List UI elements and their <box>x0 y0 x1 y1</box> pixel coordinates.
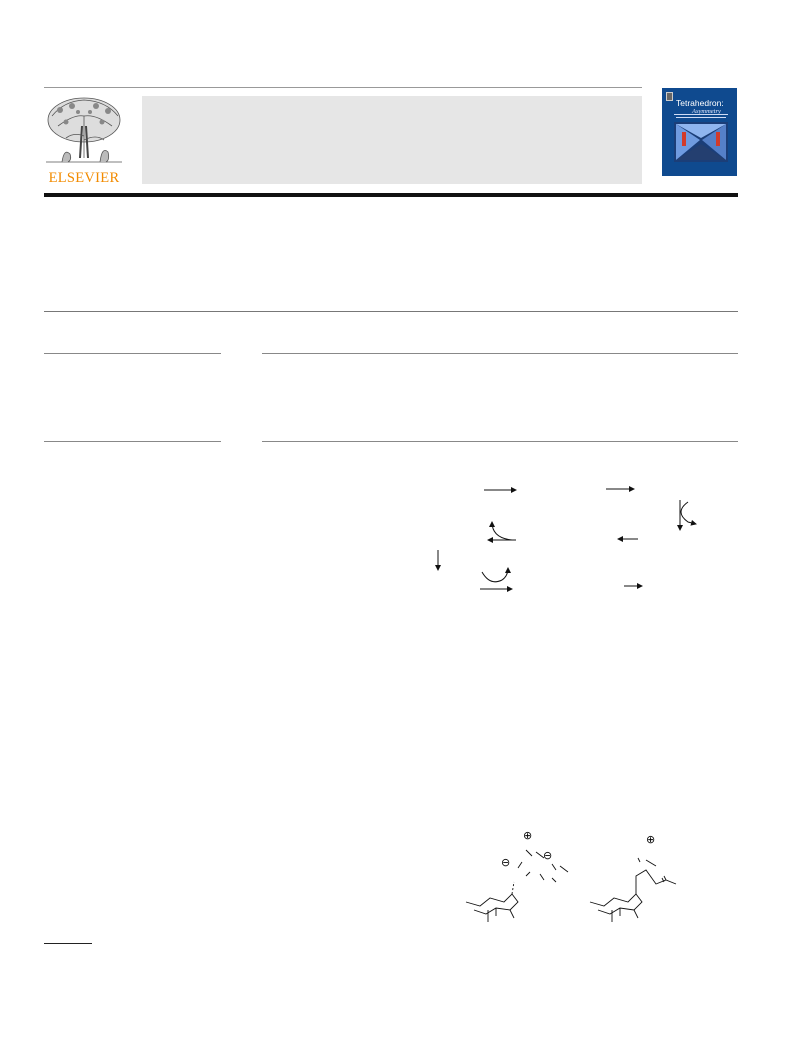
journal-banner <box>142 96 642 184</box>
abstract-top-rule <box>262 353 738 354</box>
elsevier-tree-icon <box>44 96 124 168</box>
publisher-logo <box>44 96 124 186</box>
cover-journal-title: Tetrahedron: <box>676 98 724 108</box>
cover-journal-subtitle: Asymmetry <box>692 108 721 115</box>
title-divider <box>44 311 738 312</box>
header-top-rule <box>44 87 642 88</box>
scheme-curved-arrow-2 <box>492 522 512 540</box>
charge-minus-2: ⊖ <box>543 849 553 862</box>
molecular-structures <box>460 826 690 926</box>
charge-plus-2: ⊕ <box>646 833 656 846</box>
publisher-wordmark: ELSEVIER <box>48 170 120 186</box>
scheme-curved-arrow-1 <box>681 502 696 524</box>
article-info-bottom-rule <box>44 441 221 442</box>
journal-cover <box>662 88 737 184</box>
charge-plus-1: ⊕ <box>523 829 533 842</box>
charge-minus-1: ⊖ <box>501 856 511 869</box>
header-thick-rule <box>44 193 738 197</box>
abstract-bottom-rule <box>262 441 738 442</box>
footnote-rule <box>44 943 92 944</box>
scheme-curved-arrow-3 <box>482 568 508 582</box>
article-info-top-rule <box>44 353 221 354</box>
reaction-scheme <box>420 478 720 598</box>
